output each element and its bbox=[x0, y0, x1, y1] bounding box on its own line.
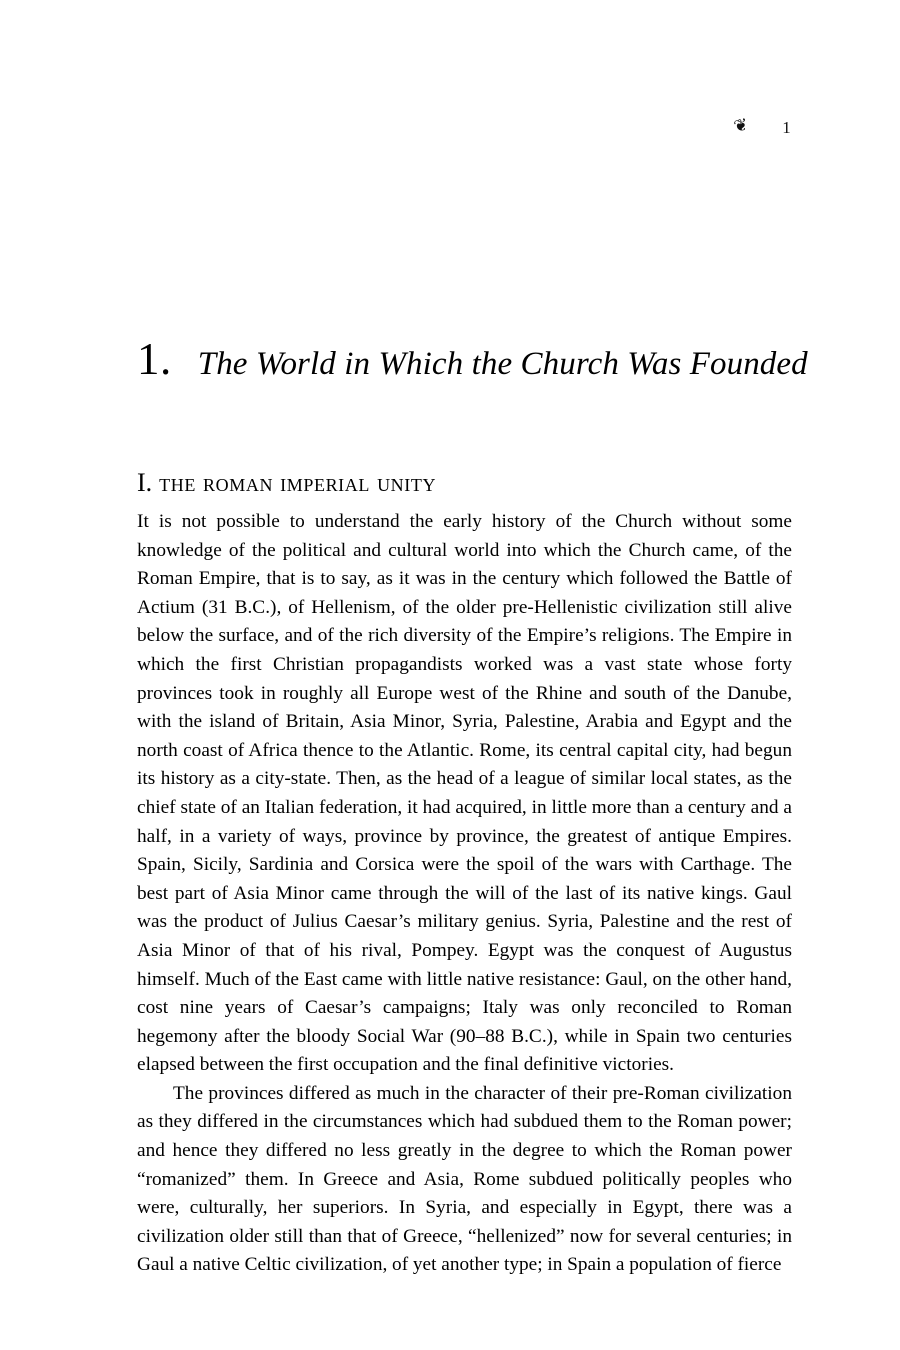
section-numeral: I. bbox=[137, 468, 153, 497]
chapter-title-text: The World in Which the Church Was Founded bbox=[197, 346, 808, 382]
fleuron-ornament-icon: ❦ bbox=[732, 114, 751, 137]
section-heading bbox=[137, 470, 791, 496]
chapter-number: 1. bbox=[137, 334, 172, 384]
running-head bbox=[137, 112, 791, 142]
body-text-block bbox=[137, 508, 792, 1298]
section-heading-text: the roman imperial unity bbox=[159, 468, 437, 497]
chapter-title bbox=[137, 334, 817, 384]
paragraph: It is not possible to understand the early history of the Church without some knowledge of the political and cultural world into which the Church came, of the Roman Empire, that is to say, as it was in the century which followed the Battle of Actium (31 B.C.), of Hellenism, of the older pre-Hellenistic civilization still alive below the surface, and of the rich diversity of the Empire’s religions. The Empire in which the first Christian propagandists worked was a vast state whose forty provinces took in roughly all Europe west of the Rhine and south of the Danube, with the island of Britain, Asia Minor, Syria, Palestine, Arabia and Egypt and the north coast of Africa thence to the Atlantic. Rome, its central capital city, had begun its history as a city-state. Then, as the head of a league of similar local states, as the chief state of an Italian federation, it had acquired, in little more than a century and a half, in a variety of ways, province by province, the greatest of antique Empires. Spain, Sicily, Sardinia and Corsica were the spoil of the wars with Carthage. The best part of Asia Minor came through the will of the last of its native kings. Gaul was the product of Julius Caesar’s military genius. Syria, Palestine and the rest of Asia Minor of that of his rival, Pompey. Egypt was the conquest of Augustus himself. Much of the East came with little native resistance: Gaul, on the other hand, cost nine years of Caesar’s campaigns; Italy was only reconciled to Roman hegemony after the bloody Social War (90–88 B.C.), while in Spain two centuries elapsed between the first occupation and the final definitive victories. bbox=[137, 511, 792, 1076]
paragraph: The provinces differed as much in the character of their pre-Roman civilization as they differed in the circumstances which had subdued them to the Roman power; and hence they differed no less greatly in the degree to which the Roman power “romanized” them. In Greece and Asia, Rome subdued politically peoples who were, culturally, her superiors. In Syria, and especially in Egypt, there was a civilization older still than that of Greece, “hellenized” now for several centuries; in Gaul a native Celtic civilization, of yet another type; in Spain a population of fierce bbox=[137, 1082, 792, 1276]
page-number: 1 bbox=[782, 117, 791, 137]
